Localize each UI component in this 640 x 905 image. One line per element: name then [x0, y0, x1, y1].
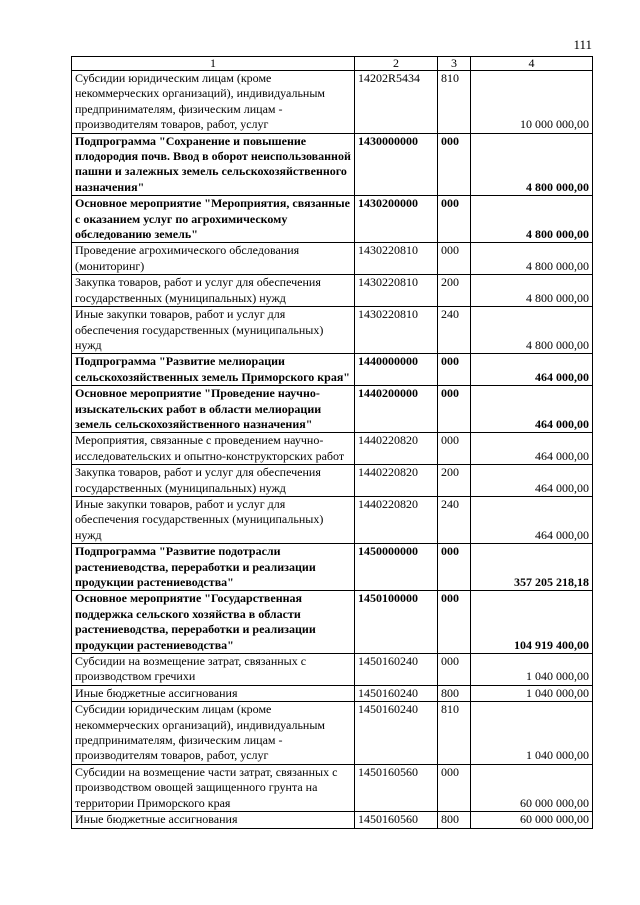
- table-row: [72, 465, 593, 497]
- row-type-cell: 000: [438, 544, 471, 591]
- row-sum-cell: 1 040 000,00: [471, 702, 593, 765]
- row-sum-cell: 10 000 000,00: [471, 71, 593, 134]
- table-body: [72, 71, 593, 829]
- row-type-cell: 000: [438, 354, 471, 386]
- table-row: [72, 496, 593, 543]
- row-sum-cell: 1 040 000,00: [471, 654, 593, 686]
- header-col-1: 1: [72, 57, 355, 71]
- table-row: [72, 591, 593, 654]
- row-sum-cell: 464 000,00: [471, 496, 593, 543]
- table-row: [72, 812, 593, 828]
- row-type-cell: 000: [438, 591, 471, 654]
- row-type-cell: 000: [438, 654, 471, 686]
- row-sum-cell: 464 000,00: [471, 433, 593, 465]
- row-name-cell: Мероприятия, связанные с проведением научно-исследовательских и опытно-конструкторских работ: [72, 433, 355, 465]
- row-type-cell: 800: [438, 812, 471, 828]
- row-code-cell: 1450160560: [355, 812, 438, 828]
- row-name-cell: Иные закупки товаров, работ и услуг для обеспечения государственных (муниципальных) нужд: [72, 496, 355, 543]
- row-code-cell: 1450000000: [355, 544, 438, 591]
- row-sum-cell: 4 800 000,00: [471, 307, 593, 354]
- row-name-cell: Подпрограмма "Развитие мелиорации сельскохозяйственных земель Приморского края": [72, 354, 355, 386]
- row-sum-cell: 4 800 000,00: [471, 243, 593, 275]
- row-sum-cell: 4 800 000,00: [471, 133, 593, 196]
- row-type-cell: 000: [438, 133, 471, 196]
- row-name-cell: Подпрограмма "Сохранение и повышение плодородия почв. Ввод в оборот неиспользованной пашни и залежных земель сельскохозяйственного назначения": [72, 133, 355, 196]
- row-sum-cell: 464 000,00: [471, 386, 593, 433]
- row-name-cell: Закупка товаров, работ и услуг для обеспечения государственных (муниципальных) нужд: [72, 275, 355, 307]
- row-code-cell: 1430220810: [355, 275, 438, 307]
- row-name-cell: Иные бюджетные ассигнования: [72, 685, 355, 701]
- table-row: [72, 275, 593, 307]
- row-code-cell: 1440220820: [355, 496, 438, 543]
- row-code-cell: 1450100000: [355, 591, 438, 654]
- row-code-cell: 1450160240: [355, 685, 438, 701]
- table-row: [72, 654, 593, 686]
- row-type-cell: 200: [438, 275, 471, 307]
- row-code-cell: 1440220820: [355, 433, 438, 465]
- row-name-cell: Иные закупки товаров, работ и услуг для обеспечения государственных (муниципальных) нужд: [72, 307, 355, 354]
- row-code-cell: 1430000000: [355, 133, 438, 196]
- table-row: [72, 685, 593, 701]
- row-name-cell: Основное мероприятие "Проведение научно-изыскательских работ в области мелиорации земель сельскохозяйственного назначения": [72, 386, 355, 433]
- table-row: [72, 133, 593, 196]
- row-name-cell: Субсидии на возмещение части затрат, связанных с производством овощей защищенного грунта на территории Приморского края: [72, 764, 355, 811]
- table-row: [72, 702, 593, 765]
- row-code-cell: 1450160240: [355, 654, 438, 686]
- row-name-cell: Субсидии на возмещение затрат, связанных с производством гречихи: [72, 654, 355, 686]
- row-code-cell: 14202R5434: [355, 71, 438, 134]
- row-code-cell: 1440000000: [355, 354, 438, 386]
- header-col-4: 4: [471, 57, 593, 71]
- row-sum-cell: 357 205 218,18: [471, 544, 593, 591]
- row-sum-cell: 4 800 000,00: [471, 196, 593, 243]
- row-type-cell: 000: [438, 243, 471, 275]
- row-type-cell: 000: [438, 386, 471, 433]
- row-code-cell: 1450160560: [355, 764, 438, 811]
- table-row: [72, 433, 593, 465]
- row-code-cell: 1440220820: [355, 465, 438, 497]
- header-col-2: 2: [355, 57, 438, 71]
- row-name-cell: Основное мероприятие "Государственная поддержка сельского хозяйства в области растениеводства, переработки и реализации продукции растениеводства": [72, 591, 355, 654]
- row-type-cell: 810: [438, 702, 471, 765]
- table-row: [72, 386, 593, 433]
- row-type-cell: 000: [438, 764, 471, 811]
- row-code-cell: 1430220810: [355, 307, 438, 354]
- row-type-cell: 200: [438, 465, 471, 497]
- budget-table: [71, 56, 593, 829]
- table-row: [72, 354, 593, 386]
- row-name-cell: Проведение агрохимического обследования (мониторинг): [72, 243, 355, 275]
- table-row: [72, 544, 593, 591]
- row-sum-cell: 60 000 000,00: [471, 764, 593, 811]
- row-sum-cell: 60 000 000,00: [471, 812, 593, 828]
- table-row: [72, 196, 593, 243]
- row-type-cell: 000: [438, 196, 471, 243]
- header-row: [72, 57, 593, 71]
- row-code-cell: 1440200000: [355, 386, 438, 433]
- table-row: [72, 764, 593, 811]
- row-code-cell: 1430220810: [355, 243, 438, 275]
- row-code-cell: 1430200000: [355, 196, 438, 243]
- table-row: [72, 71, 593, 134]
- page-number: 111: [573, 37, 592, 52]
- row-name-cell: Субсидии юридическим лицам (кроме некоммерческих организаций), индивидуальным предпринимателям, физическим лицам - производителям товаров, работ, услуг: [72, 71, 355, 134]
- row-sum-cell: 464 000,00: [471, 354, 593, 386]
- table-row: [72, 307, 593, 354]
- row-name-cell: Подпрограмма "Развитие подотрасли растениеводства, переработки и реализации продукции растениеводства": [72, 544, 355, 591]
- row-name-cell: Субсидии юридическим лицам (кроме некоммерческих организаций), индивидуальным предпринимателям, физическим лицам - производителям товаров, работ, услуг: [72, 702, 355, 765]
- row-type-cell: 810: [438, 71, 471, 134]
- row-sum-cell: 1 040 000,00: [471, 685, 593, 701]
- row-sum-cell: 464 000,00: [471, 465, 593, 497]
- row-sum-cell: 104 919 400,00: [471, 591, 593, 654]
- row-type-cell: 000: [438, 433, 471, 465]
- row-name-cell: Основное мероприятие "Мероприятия, связанные с оказанием услуг по агрохимическому обследованию земель": [72, 196, 355, 243]
- row-type-cell: 240: [438, 307, 471, 354]
- row-type-cell: 800: [438, 685, 471, 701]
- row-name-cell: Закупка товаров, работ и услуг для обеспечения государственных (муниципальных) нужд: [72, 465, 355, 497]
- row-type-cell: 240: [438, 496, 471, 543]
- row-name-cell: Иные бюджетные ассигнования: [72, 812, 355, 828]
- table-header: [72, 57, 593, 71]
- row-code-cell: 1450160240: [355, 702, 438, 765]
- table-row: [72, 243, 593, 275]
- row-sum-cell: 4 800 000,00: [471, 275, 593, 307]
- header-col-3: 3: [438, 57, 471, 71]
